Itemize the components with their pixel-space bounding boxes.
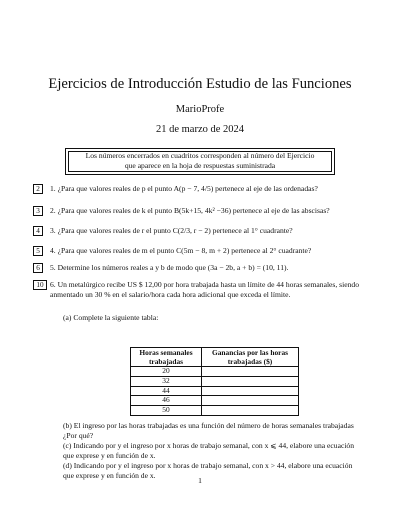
table-cell-earnings[interactable] bbox=[202, 386, 299, 396]
exercise-text: 2. ¿Para que valores reales de k el punto B(5k+15, 4k² −36) pertenece al eje de las abscisas? bbox=[50, 206, 330, 215]
sub-item-a: (a) Complete la siguiente tabla: bbox=[63, 313, 159, 322]
table-row bbox=[131, 406, 299, 416]
table-cell-hours: 44 bbox=[131, 386, 202, 396]
table-header-earnings: Ganancias por las horas trabajadas ($) bbox=[202, 348, 299, 367]
notice-line-2: que aparece en la hoja de respuestas suministrada bbox=[124, 161, 276, 170]
sub-item-d: (d) Indicando por y el ingreso por x horas de trabajo semanal, con x > 44, elabore una ecuación que exprese y en función de x. bbox=[63, 461, 353, 480]
sub-item-c: (c) Indicando por y el ingreso por x horas de trabajo semanal, con x ⩽ 44, elabore una ecuación que exprese y en función de x. bbox=[63, 441, 355, 460]
table-cell-hours: 20 bbox=[131, 367, 202, 377]
table-row bbox=[131, 367, 299, 377]
exercise-number-box: 3 bbox=[33, 206, 43, 216]
table-row bbox=[131, 386, 299, 396]
page-number: 1 bbox=[198, 476, 202, 485]
table-cell-hours: 50 bbox=[131, 406, 202, 416]
exercise-text: 4. ¿Para que valores reales de m el punto C(5m − 8, m + 2) pertenece al 2° cuadrante? bbox=[50, 246, 312, 255]
table-cell-earnings[interactable] bbox=[202, 376, 299, 386]
table-row bbox=[131, 396, 299, 406]
exercise-text: 6. Un metalúrgico recibe US $ 12,00 por hora trabajada hasta un límite de 44 horas semanales, siendo anmentado un 30 % en el salario/hora cada hora adicional que exceda el límite. bbox=[50, 280, 360, 299]
table-header-hours: Horas semanales trabajadas bbox=[131, 348, 202, 367]
table-cell-earnings[interactable] bbox=[202, 406, 299, 416]
table-cell-earnings[interactable] bbox=[202, 367, 299, 377]
document-title: Ejercicios de Introducción Estudio de las Funciones bbox=[48, 76, 352, 92]
notice-box bbox=[65, 148, 335, 175]
exercise-text: 5. Determine los números reales a y b de modo que (3a − 2b, a + b) = (10, 11). bbox=[50, 263, 289, 272]
notice-line-1: Los números encerrados en cuadritos corresponden al número del Ejercicio bbox=[85, 151, 315, 160]
exercise-number-box: 5 bbox=[33, 246, 43, 256]
table-cell-hours: 46 bbox=[131, 396, 202, 406]
document-author: MarioProfe bbox=[175, 104, 225, 115]
table-row bbox=[131, 376, 299, 386]
table-cell-hours: 32 bbox=[131, 376, 202, 386]
notice-text bbox=[69, 149, 331, 171]
exercise-text: 1. ¿Para que valores reales de p el punto A(p − 7, 4/5) pertenece al eje de las ordenadas? bbox=[50, 184, 318, 193]
exercise-number-box: 2 bbox=[33, 184, 43, 194]
hours-table bbox=[130, 347, 299, 416]
exercise-number-box: 10 bbox=[33, 280, 47, 290]
exercise-text: 3. ¿Para que valores reales de r el punto C(2/3, r − 2) pertenece al 1° cuadrante? bbox=[50, 226, 293, 235]
document-date: 21 de marzo de 2024 bbox=[155, 124, 245, 135]
table-cell-earnings[interactable] bbox=[202, 396, 299, 406]
exercise-number-box: 4 bbox=[33, 226, 43, 236]
table-header-row bbox=[131, 348, 299, 367]
sub-item-b: (b) El ingreso por las horas trabajadas es una función del número de horas semanales trabajadas ¿Por qué? bbox=[63, 421, 354, 440]
exercise-number-box: 6 bbox=[33, 263, 43, 273]
